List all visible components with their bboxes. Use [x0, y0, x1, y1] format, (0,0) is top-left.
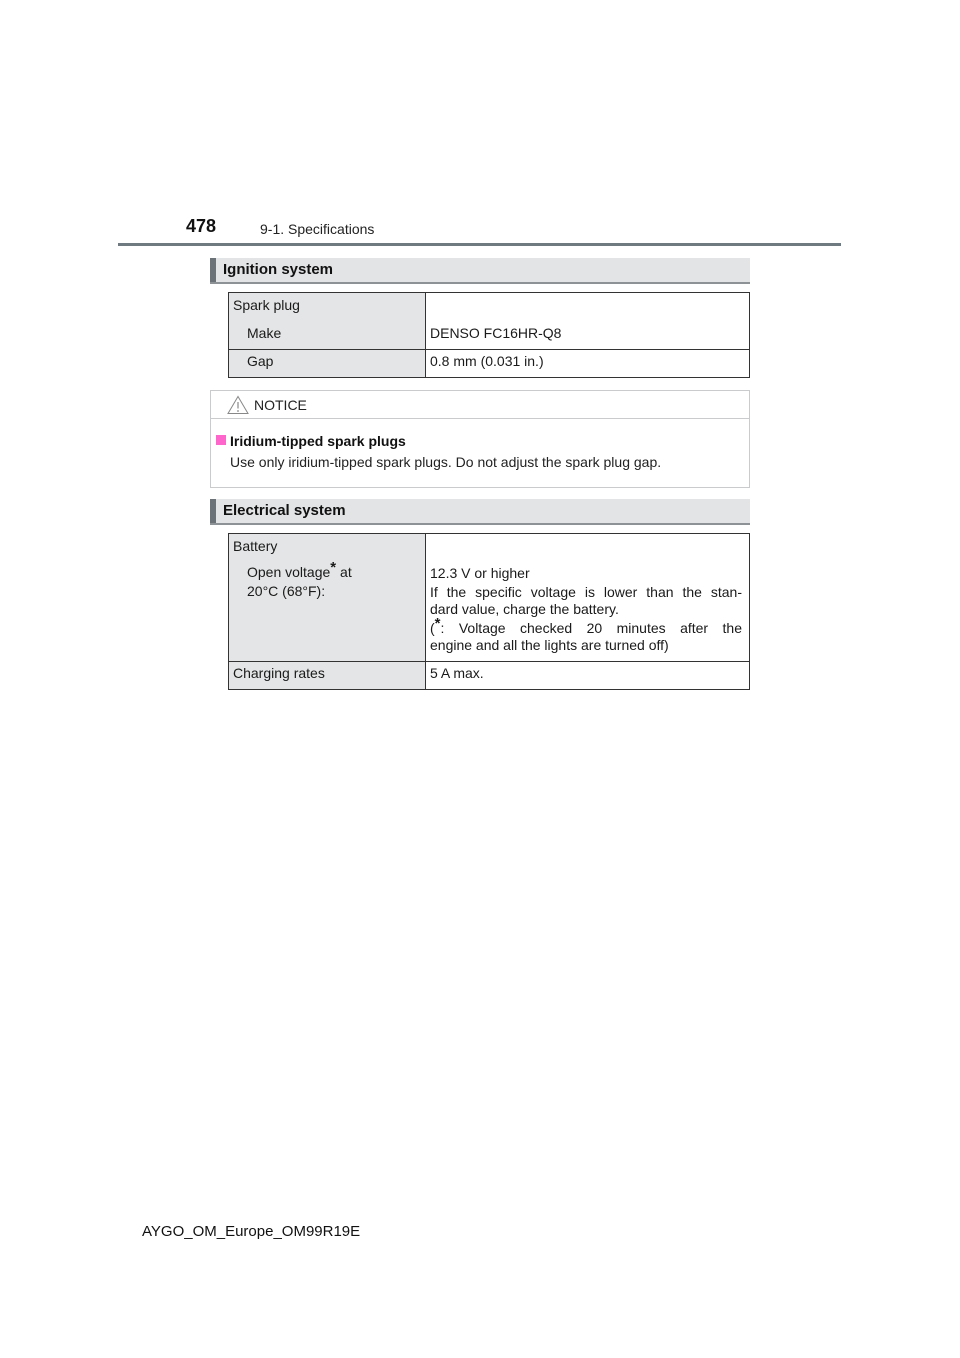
ignition-section-title: Ignition system — [223, 261, 334, 278]
footnote-line1: (*: Voltage checked 20 minutes after the — [430, 615, 742, 636]
table-row — [229, 293, 750, 350]
page-number: 478 — [186, 216, 217, 236]
gap-label: Gap — [247, 353, 274, 369]
make-value-cell — [426, 293, 750, 350]
voltage-value-cell — [426, 534, 750, 662]
spark-plug-label-cell — [229, 293, 426, 350]
notice-text: Use only iridium-tipped spark plugs. Do not adjust the spark plug gap. — [230, 454, 662, 470]
section-accent — [210, 258, 216, 282]
voltage-value: 12.3 V or higher — [430, 565, 530, 581]
voltage-note-line1: If the specific voltage is lower than the stan- — [430, 584, 742, 600]
battery-label-cell — [229, 534, 426, 662]
notice-header — [211, 391, 749, 419]
temperature-label: 20°C (68°F): — [247, 583, 326, 599]
table-row — [229, 534, 750, 662]
table-row — [229, 662, 750, 690]
make-value: DENSO FC16HR-Q8 — [430, 325, 562, 341]
notice-heading: Iridium-tipped spark plugs — [230, 433, 406, 449]
charging-label: Charging rates — [233, 665, 325, 681]
voltage-note-line2: dard value, charge the battery. — [430, 601, 619, 617]
spark-plug-label: Spark plug — [233, 297, 300, 313]
header-rule — [118, 243, 841, 246]
warning-triangle-icon — [227, 395, 249, 415]
ignition-section-bar — [210, 258, 750, 284]
footnote-line2: engine and all the lights are turned off) — [430, 637, 669, 653]
ignition-spec-table — [228, 292, 750, 378]
bullet-square-icon — [216, 435, 226, 445]
gap-label-cell — [229, 350, 426, 378]
table-row — [229, 350, 750, 378]
electrical-section-bar — [210, 499, 750, 525]
chapter-title: 9-1. Specifications — [260, 221, 375, 237]
footnote-star: * — [330, 559, 337, 576]
gap-value: 0.8 mm (0.031 in.) — [430, 353, 544, 369]
charging-value: 5 A max. — [430, 665, 484, 681]
notice-box — [210, 390, 750, 488]
gap-value-cell — [426, 350, 750, 378]
open-voltage-label: Open voltage* at — [247, 559, 352, 580]
charging-value-cell — [426, 662, 750, 690]
electrical-section-title: Electrical system — [223, 502, 346, 519]
section-accent — [210, 499, 216, 523]
electrical-spec-table — [228, 533, 750, 690]
battery-label: Battery — [233, 538, 278, 554]
document-id: AYGO_OM_Europe_OM99R19E — [142, 1223, 361, 1240]
charging-label-cell — [229, 662, 426, 690]
make-label: Make — [247, 325, 282, 341]
notice-label: NOTICE — [254, 397, 307, 413]
